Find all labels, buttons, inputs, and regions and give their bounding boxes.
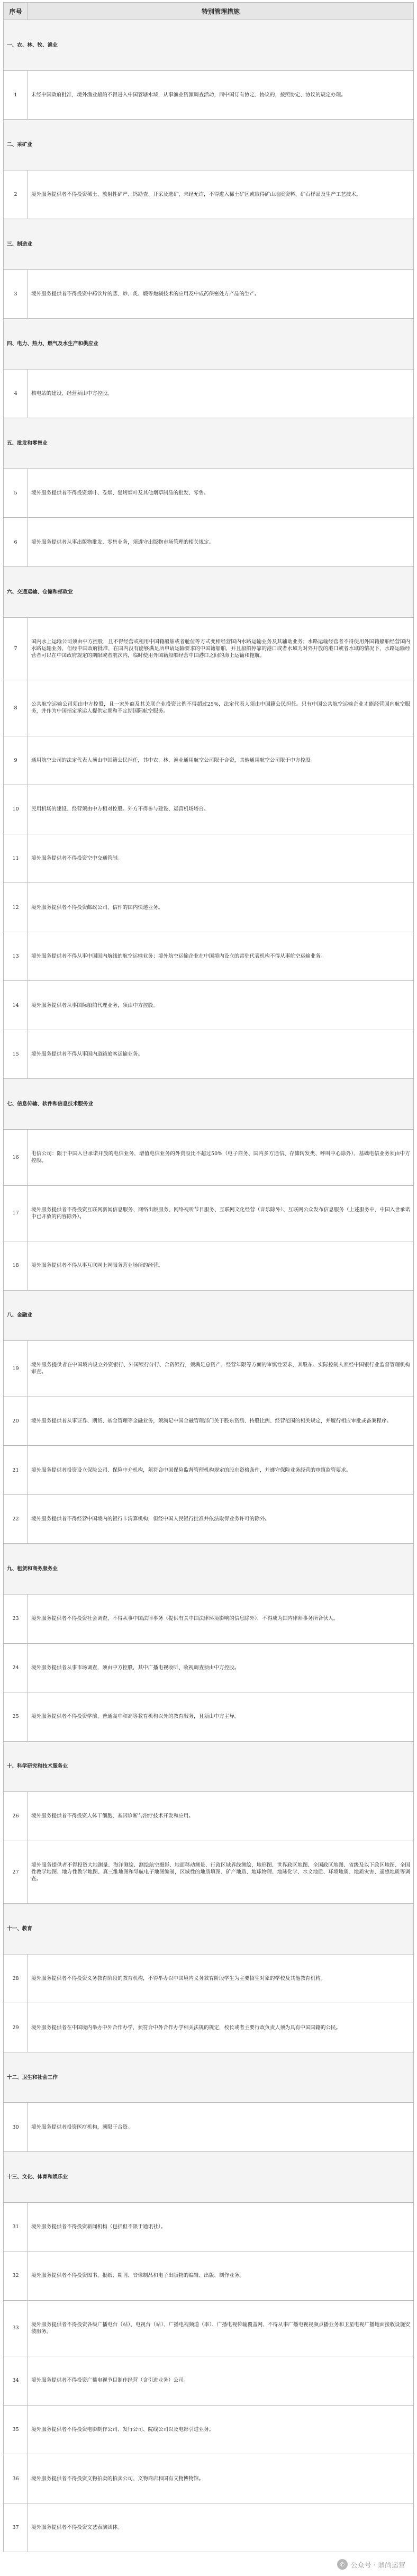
row-number: 25 xyxy=(4,1692,28,1742)
row-number: 27 xyxy=(4,1841,28,1904)
table-row xyxy=(4,1841,414,1904)
header-no: 序号 xyxy=(4,3,28,20)
row-number: 9 xyxy=(4,736,28,785)
row-measure-text: 境外服务提供者不得投资互联网新闻信息服务、网络出版服务、网络视听节目服务、互联网文化经营（音乐除外）、互联网公众发布信息服务（上述服务中，中国入世承诺中已开放的内容除外）。 xyxy=(28,1185,414,1241)
row-measure-text: 境外服务提供者从事市场调查，须由中方控股，其中广播电视收听、收视调查须由中方控股。 xyxy=(28,1643,414,1692)
table-row xyxy=(4,1446,414,1495)
table-row xyxy=(4,518,414,567)
row-number: 37 xyxy=(4,2503,28,2552)
section-header-row xyxy=(4,1741,414,1792)
section-header-row xyxy=(4,1079,414,1130)
row-measure-text: 境外服务提供者不得投资烟叶、卷烟、复烤烟叶及其他烟草制品的批发、零售。 xyxy=(28,469,414,518)
table-row xyxy=(4,981,414,1030)
section-title: 四、电力、热力、燃气及水生产和供应业 xyxy=(4,319,414,370)
row-number: 22 xyxy=(4,1494,28,1544)
table-row xyxy=(4,1397,414,1446)
table-row xyxy=(4,469,414,518)
table-row xyxy=(4,1692,414,1742)
row-number: 18 xyxy=(4,1241,28,1291)
row-measure-text: 境外服务提供者不得投资中药饮片的蒸、炒、炙、煅等炮制技术的应用及中成药保密处方产品的生产。 xyxy=(28,269,414,319)
row-measure-text: 境外服务提供者不得投资文艺表演团体。 xyxy=(28,2503,414,2552)
section-header-row xyxy=(4,567,414,618)
table-row xyxy=(4,1185,414,1241)
table-row xyxy=(4,834,414,883)
table-row xyxy=(4,1594,414,1643)
row-measure-text: 未经中国政府批准，境外渔业船舶不得进入中国管辖水域，从事渔业资源调查活动，同中国订有协定、协议的，按照协定、协议的规定办理。 xyxy=(28,70,414,120)
row-measure-text: 境外服务提供者投资医疗机构，须限于合资。 xyxy=(28,2103,414,2152)
row-number: 16 xyxy=(4,1130,28,1186)
section-title: 十一、教育 xyxy=(4,1904,414,1954)
row-measure-text: 境外服务提供者不得投资图书、报纸、期刊、音像制品和电子出版物的编辑、出版、制作业务。 xyxy=(28,2251,414,2301)
row-measure-text: 境外服务提供者不得从事国内道路旅客运输业务。 xyxy=(28,1030,414,1079)
row-measure-text: 境外服务提供者不得投资新闻机构（包括但不限于通讯社）。 xyxy=(28,2202,414,2251)
row-number: 14 xyxy=(4,981,28,1030)
row-measure-text: 境外服务提供者在中国境内举办中外合作办学，须符合中外合作办学相关法规的规定，校长或者主要行政负责人须为具有中国国籍的公民。 xyxy=(28,2003,414,2052)
row-number: 34 xyxy=(4,2356,28,2406)
row-measure-text: 境外服务提供者不得从事中国国内航线的航空运输业务；境外航空运输企业在中国境内设立的常驻代表机构不得从事航空运输业务。 xyxy=(28,932,414,981)
row-number: 20 xyxy=(4,1397,28,1446)
row-number: 11 xyxy=(4,834,28,883)
row-number: 26 xyxy=(4,1792,28,1841)
section-title: 三、制造业 xyxy=(4,219,414,270)
row-measure-text: 国内水上运输公司须由中方控股，且不得经营或租用中国籍船舶或者舱位等方式变相经营国内水路运输业务及其辅助业务；水路运输经营者不得使用外国籍船舶经营国内水路运输业务，但经中国政府批准，在国内没有能够满足所申请运输要求的中国籍船舶，并且船舶停靠的港口或者水域为对外开放的港口或者水域的情况下，水路运输经营者可以在中国政府规定的期限或者航次内，临时使用外国籍船舶经营中国港口之间的海上运输和拖航。 xyxy=(28,617,414,680)
row-measure-text: 境外服务提供者不得投资稀土、放射性矿产、钨勘查、开采及选矿，未经允许，不得进入稀土矿区或取得矿山地质资料、矿石样品及生产工艺技术。 xyxy=(28,170,414,219)
watermark xyxy=(337,2559,405,2570)
row-measure-text: 境外服务提供者不得投资邮政公司、信件的国内快递业务。 xyxy=(28,883,414,932)
row-number: 7 xyxy=(4,617,28,680)
section-header-row xyxy=(4,219,414,270)
section-header-row xyxy=(4,120,414,170)
table-row xyxy=(4,785,414,834)
row-number: 1 xyxy=(4,70,28,120)
table-row xyxy=(4,70,414,120)
table-row xyxy=(4,2003,414,2052)
section-title: 八、金融业 xyxy=(4,1290,414,1341)
row-measure-text: 境外服务提供者不得投资空中交通管制。 xyxy=(28,834,414,883)
section-header-row xyxy=(4,2052,414,2103)
table-row xyxy=(4,932,414,981)
table-row xyxy=(4,883,414,932)
section-title: 十三、文化、体育和娱乐业 xyxy=(4,2151,414,2202)
row-number: 35 xyxy=(4,2405,28,2454)
row-number: 36 xyxy=(4,2454,28,2503)
row-measure-text: 境外服务提供者不得投资各级广播电台（站）、电视台（站）、广播电视频道（率）、广播电视传输覆盖网，不得从事广播电视视频点播业务和卫星电视广播地面接收设施安装服务。 xyxy=(28,2300,414,2356)
section-title: 十二、卫生和社会工作 xyxy=(4,2052,414,2103)
section-header-row xyxy=(4,20,414,71)
table-body xyxy=(4,20,414,2552)
section-header-row xyxy=(4,1544,414,1595)
row-number: 4 xyxy=(4,369,28,418)
special-measures-table xyxy=(3,2,414,2552)
header-measure: 特别管理措施 xyxy=(28,3,414,20)
table-row xyxy=(4,2251,414,2301)
section-title: 二、采矿业 xyxy=(4,120,414,170)
row-number: 32 xyxy=(4,2251,28,2301)
row-number: 12 xyxy=(4,883,28,932)
table-row xyxy=(4,2356,414,2406)
table-row xyxy=(4,1643,414,1692)
row-measure-text: 公共航空运输公司须由中方控股，且一家外商及其关联企业投资比例不得超过25%，法定代表人须由中国籍公民担任。只有中国公共航空运输企业才能经营国内航空服务，并作为中国指定承运人提供定期和不定期国际航空服务。 xyxy=(28,680,414,736)
row-measure-text: 民用机场的建设、经营须由中方相对控股。外方不得参与建设、运营机场塔台。 xyxy=(28,785,414,834)
table-row xyxy=(4,1130,414,1186)
table-row xyxy=(4,1792,414,1841)
row-measure-text: 境外服务提供者从事出版物批发、零售业务，须遵守出版物市场管理的相关规定。 xyxy=(28,518,414,567)
row-measure-text: 境外服务提供者不得经营中国境内的银行卡清算机构，但经中国人民银行批准并依法取得业务许可的除外。 xyxy=(28,1494,414,1544)
table-header-row xyxy=(4,3,414,20)
row-measure-text: 境外服务提供者不得投资电影制作公司、发行公司、院线公司以及电影引进业务。 xyxy=(28,2405,414,2454)
row-number: 15 xyxy=(4,1030,28,1079)
section-title: 一、农、林、牧、渔业 xyxy=(4,20,414,71)
watermark-text: 公众号 · 鼎尚运营 xyxy=(350,2561,405,2570)
section-title: 七、信息传输、软件和信息技术服务业 xyxy=(4,1079,414,1130)
table-row xyxy=(4,2454,414,2503)
row-measure-text: 通用航空公司的法定代表人须由中国籍公民担任，其中农、林、渔业通用航空公司限于合资，其他通用航空公司限于中方控股。 xyxy=(28,736,414,785)
row-number: 19 xyxy=(4,1341,28,1397)
table-row xyxy=(4,269,414,319)
section-title: 六、交通运输、仓储和邮政业 xyxy=(4,567,414,618)
section-header-row xyxy=(4,1290,414,1341)
section-header-row xyxy=(4,1904,414,1954)
table-row xyxy=(4,2405,414,2454)
row-measure-text: 境外服务提供者投资设立保险公司、保险中介机构，须符合中国保险监督管理机构规定的股东资格条件，并遵守保险业务经营的审慎监管要求。 xyxy=(28,1446,414,1495)
row-measure-text: 境外服务提供者不得投资社会调查，不得从事中国法律事务（提供有关中国法律环境影响的信息除外），不得成为国内律师事务所合伙人。 xyxy=(28,1594,414,1643)
row-number: 33 xyxy=(4,2300,28,2356)
table-row xyxy=(4,2503,414,2552)
row-number: 21 xyxy=(4,1446,28,1495)
section-title: 九、租赁和商务服务业 xyxy=(4,1544,414,1595)
wechat-icon: ✆ xyxy=(337,2559,348,2570)
table-row xyxy=(4,2300,414,2356)
table-row xyxy=(4,680,414,736)
table-row xyxy=(4,369,414,418)
row-number: 30 xyxy=(4,2103,28,2152)
row-number: 10 xyxy=(4,785,28,834)
table-row xyxy=(4,1341,414,1397)
table-row xyxy=(4,2202,414,2251)
table-row xyxy=(4,736,414,785)
row-number: 13 xyxy=(4,932,28,981)
row-measure-text: 境外服务提供者从事国际船舶代理业务，须由中方控股。 xyxy=(28,981,414,1030)
row-number: 17 xyxy=(4,1185,28,1241)
row-number: 31 xyxy=(4,2202,28,2251)
section-title: 十、科学研究和技术服务业 xyxy=(4,1741,414,1792)
row-measure-text: 境外服务提供者不得投资文物拍卖的拍卖公司、文物商店和国有文物博物馆。 xyxy=(28,2454,414,2503)
row-number: 2 xyxy=(4,170,28,219)
row-number: 24 xyxy=(4,1643,28,1692)
row-number: 28 xyxy=(4,1954,28,2003)
row-measure-text: 境外服务提供者不得投资学前、普通高中和高等教育机构以外的教育服务，且须由中方主导。 xyxy=(28,1692,414,1742)
row-measure-text: 核电站的建设、经营须由中方控股。 xyxy=(28,369,414,418)
section-header-row xyxy=(4,319,414,370)
row-number: 3 xyxy=(4,269,28,319)
row-measure-text: 境外服务提供者不得投资义务教育阶段的教育机构，不得举办以中国境内义务教育阶段学生为主要招生对象的学校及其他教育机构。 xyxy=(28,1954,414,2003)
row-measure-text: 境外服务提供者不得投资大地测量、海洋测绘、测绘航空摄影、地面移动测量、行政区域界线测绘，地形图、世界政区地图、全国政区地图、省级及以下政区地图、全国性教学地图、地方性教学地图、真三维地图和导航电子地图编制，区域性的地质填图、矿产地质、地球物理、地球化学、水文地质、环境地质、地质灾害、遥感地质等调查。 xyxy=(28,1841,414,1904)
table-row xyxy=(4,1494,414,1544)
table-row xyxy=(4,1241,414,1291)
row-number: 29 xyxy=(4,2003,28,2052)
section-header-row xyxy=(4,418,414,469)
table-row xyxy=(4,1954,414,2003)
section-title: 五、批发和零售业 xyxy=(4,418,414,469)
row-number: 23 xyxy=(4,1594,28,1643)
row-measure-text: 境外服务提供者不得从事互联网上网服务营业场所的经营。 xyxy=(28,1241,414,1291)
section-header-row xyxy=(4,2151,414,2202)
table-row xyxy=(4,170,414,219)
row-number: 8 xyxy=(4,680,28,736)
table-row xyxy=(4,617,414,680)
row-measure-text: 境外服务提供者在中国境内设立外资银行、外国银行分行、合资银行，须满足总资产、经营年限等方面的审慎性要求，其股东、实际控制人须经中国银行业监督管理机构审查。 xyxy=(28,1341,414,1397)
row-number: 6 xyxy=(4,518,28,567)
row-measure-text: 境外服务提供者不得投资广播电视节目制作经营（含引进业务）公司。 xyxy=(28,2356,414,2406)
row-measure-text: 电信公司：限于中国入世承诺开放的电信业务，增值电信业务的外资股比不超过50%（电子商务、国内多方通信、存储转发类、呼叫中心除外），基础电信业务须由中方控股。 xyxy=(28,1130,414,1186)
row-number: 5 xyxy=(4,469,28,518)
row-measure-text: 境外服务提供者不得投资人体干细胞、基因诊断与治疗技术开发和应用。 xyxy=(28,1792,414,1841)
table-row xyxy=(4,1030,414,1079)
row-measure-text: 境外服务提供者从事证券、期货、基金管理等金融业务，须满足中国金融管理部门关于股东资质、持股比例、经营范围的相关规定，并履行相应审批或备案程序。 xyxy=(28,1397,414,1446)
table-row xyxy=(4,2103,414,2152)
